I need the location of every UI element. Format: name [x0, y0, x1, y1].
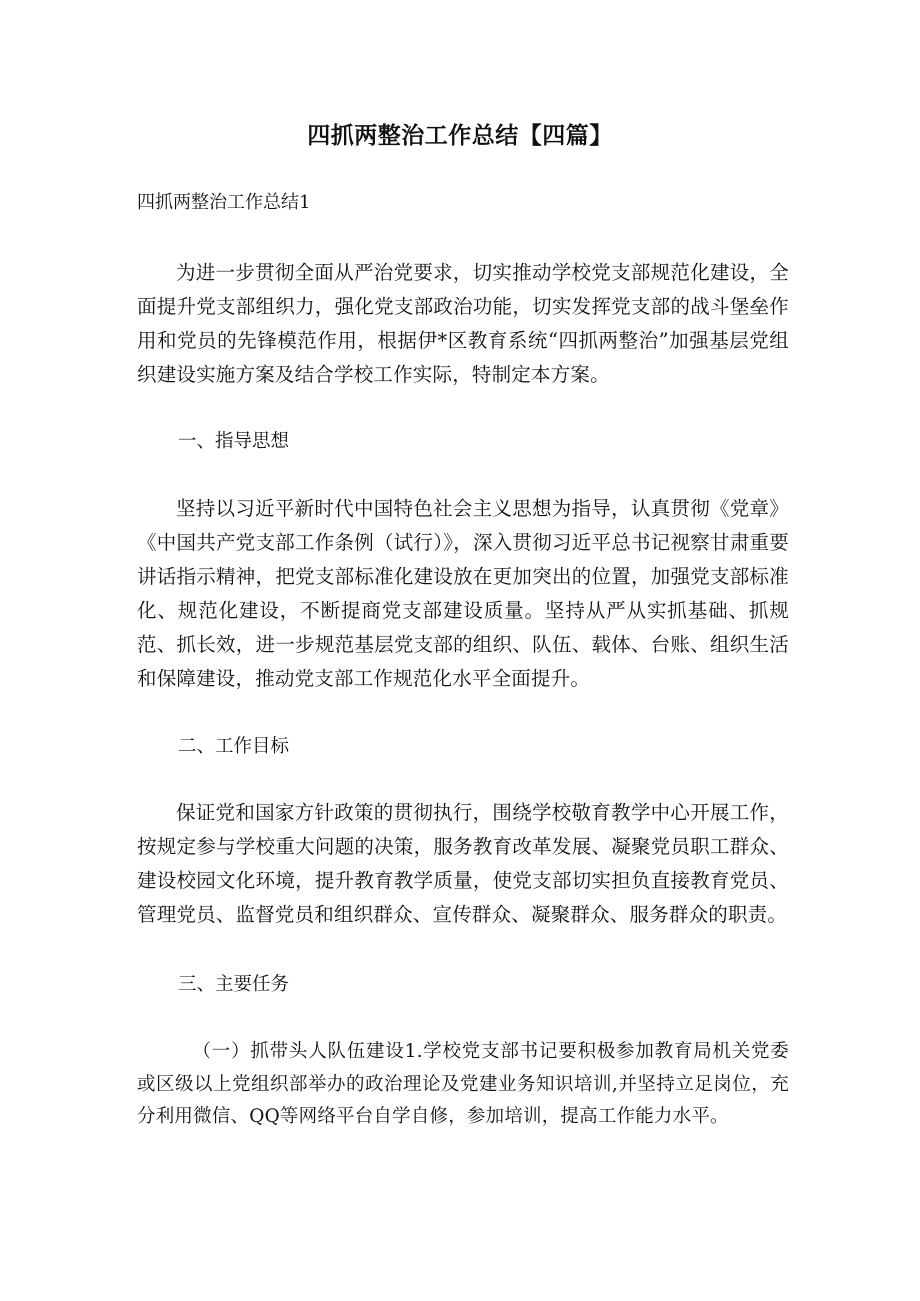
section-heading-tasks: 三、主要任务: [178, 974, 290, 995]
guiding-paragraph: 坚持以习近平新时代中国特色社会主义思想为指导，认真贯彻《党章》《中国共产党支部工作条例（试行）》，深入贯彻习近平总书记视察甘肃重要讲话指示精神，把党支部标准化建设放在更加突出的位置，加强党支部标准化、规范化建设，不断提商党支部建设质量。坚持从严从实抓基础、抓规范、抓长效，进一步规范基层党支部的组织、队伍、载体、台账、组织生活和保障建设，推动党支部工作规范化水平全面提升。: [137, 497, 789, 690]
document-subtitle: 四抓两整治工作总结1: [137, 192, 311, 213]
tasks-paragraph: （一）抓带头人队伍建设1.学校党支部书记要积极参加教育局机关党委或区级以上党组织部举办的政治理论及党建业务知识培训,并坚持立足岗位，充分利用微信、QQ等网络平台自学自修，参加培训，提高工作能力水平。: [137, 1041, 789, 1127]
section-heading-guiding: 一、指导思想: [178, 431, 290, 452]
goals-paragraph: 保证党和国家方针政策的贯彻执行，围绕学校敬育教学中心开展工作，按规定参与学校重大问题的决策，服务教育改革发展、凝聚党员职工群众、建设校园文化环境，提升教育教学质量，使党支部切实担负直接教育党员、管理党员、监督党员和组织群众、宣传群众、凝聚群众、服务群众的职责。: [137, 801, 789, 926]
intro-paragraph: 为进一步贯彻全面从严治党要求，切实推动学校党支部规范化建设，全面提升党支部组织力，强化党支部政治功能，切实发挥党支部的战斗堡垒作用和党员的先锋模范作用，根据伊*区教育系统“四抓两整治”加强基层党组织建设实施方案及结合学校工作实际，特制定本方案。: [137, 261, 789, 386]
section-heading-goals: 二、工作目标: [178, 736, 290, 757]
document-title: 四抓两整治工作总结【四篇】: [307, 123, 613, 149]
